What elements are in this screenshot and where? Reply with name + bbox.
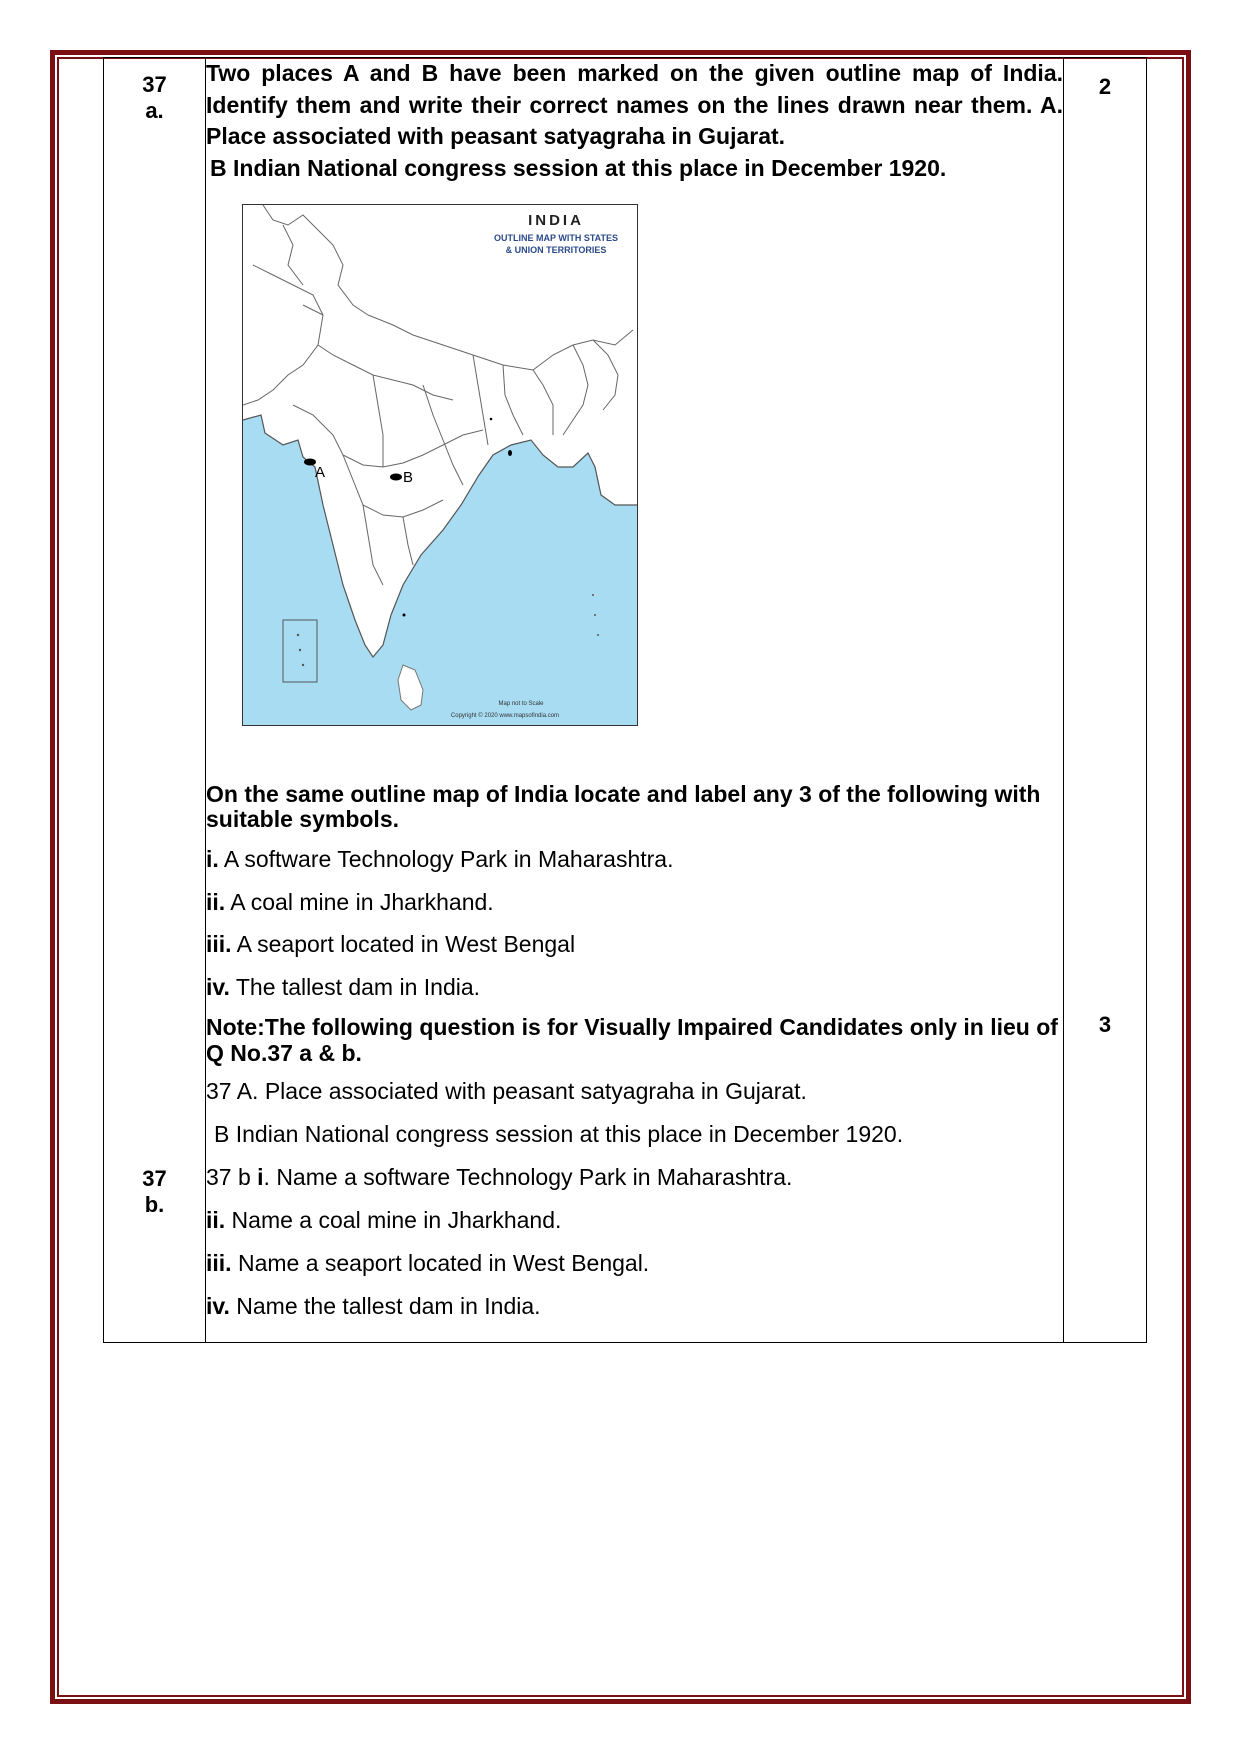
place-b-marker xyxy=(390,474,402,481)
map-scale-note: Map not to Scale xyxy=(498,701,544,707)
qnum-a-line2: a. xyxy=(145,98,164,123)
vi-item-b3-text: Name a seaport located in West Bengal. xyxy=(231,1250,650,1276)
locate-item-4-label: iv. xyxy=(206,973,230,1000)
vi-item-b1-text: . Name a software Technology Park in Maharashtra. xyxy=(263,1164,793,1190)
qnum-b-line2: b. xyxy=(144,1192,165,1217)
locate-item-3-text: A seaport located in West Bengal xyxy=(231,931,576,957)
locate-item-2 xyxy=(206,881,1063,924)
qnum-b-line1: 37 xyxy=(142,1166,167,1191)
map-title: INDIA xyxy=(528,212,584,229)
locate-item-4 xyxy=(206,966,1063,1009)
locate-item-2-label: ii. xyxy=(206,888,226,915)
locate-item-4-text: The tallest dam in India. xyxy=(229,973,481,1000)
question-number-37a xyxy=(104,72,205,124)
label-b: B xyxy=(403,469,414,486)
question-row xyxy=(104,58,1147,1343)
vi-note: Note:The following question is for Visually Impaired Candidates only in lieu of Q No.37 a & b. xyxy=(206,1014,1058,1066)
locate-item-1-text: A software Technology Park in Maharashtra. xyxy=(218,846,674,872)
locate-item-2-text: A coal mine in Jharkhand. xyxy=(225,888,494,915)
vi-item-b2-text: Name a coal mine in Jharkhand. xyxy=(225,1207,562,1233)
vi-item-a2: B Indian National congress session at this place in December 1920. xyxy=(214,1121,904,1147)
qnum-a-line1: 37 xyxy=(142,72,167,97)
vi-item-b1-label: i xyxy=(257,1164,264,1190)
question-number-37b xyxy=(104,1166,205,1218)
vi-b-prefix: 37 b xyxy=(206,1164,258,1190)
locate-item-3-label: iii. xyxy=(206,931,232,957)
question-intro-b: B Indian National congress session at this place in December 1920. xyxy=(210,154,947,181)
india-outline-map xyxy=(242,204,638,726)
vi-item-b2 xyxy=(206,1199,1063,1242)
question-table xyxy=(103,57,1147,1343)
label-a: A xyxy=(315,464,326,481)
map-subtitle-1: OUTLINE MAP WITH STATES xyxy=(494,233,618,243)
map-subtitle-2: & UNION TERRITORIES xyxy=(505,245,607,255)
marks-cell xyxy=(1064,58,1147,1343)
small-marker xyxy=(508,450,512,456)
marks-37b: 3 xyxy=(1098,1012,1112,1037)
vi-item-b1 xyxy=(206,1156,1063,1199)
vi-item-b2-label: ii. xyxy=(206,1207,226,1233)
locate-heading: On the same outline map of India locate and label any 3 of the following with suitable symbols. xyxy=(206,781,1041,832)
vi-item-b4 xyxy=(206,1285,1063,1328)
locate-item-1 xyxy=(206,838,1063,881)
question-number-cell xyxy=(104,58,206,1343)
question-37a-text xyxy=(206,58,1063,184)
locate-item-3 xyxy=(206,923,1063,966)
map-copyright: Copyright © 2020 www.mapsofindia.com xyxy=(450,713,560,719)
vi-item-a1: 37 A. Place associated with peasant satyagraha in Gujarat. xyxy=(206,1078,807,1104)
marks-37a: 2 xyxy=(1098,74,1112,99)
vi-item-b4-label: iv. xyxy=(206,1293,230,1319)
question-content-cell xyxy=(206,58,1064,1343)
india-map-svg xyxy=(243,205,637,725)
vi-item-b3 xyxy=(206,1242,1063,1285)
question-intro: Two places A and B have been marked on the given outline map of India. Identify them and write their correct names on the lines drawn near them. A. Place associated with peasant satyagraha in Gujarat. xyxy=(206,60,1063,149)
vi-item-b3-label: iii. xyxy=(206,1250,232,1276)
vi-item-b4-text: Name the tallest dam in India. xyxy=(229,1293,541,1319)
locate-item-1-label: i. xyxy=(206,846,219,872)
